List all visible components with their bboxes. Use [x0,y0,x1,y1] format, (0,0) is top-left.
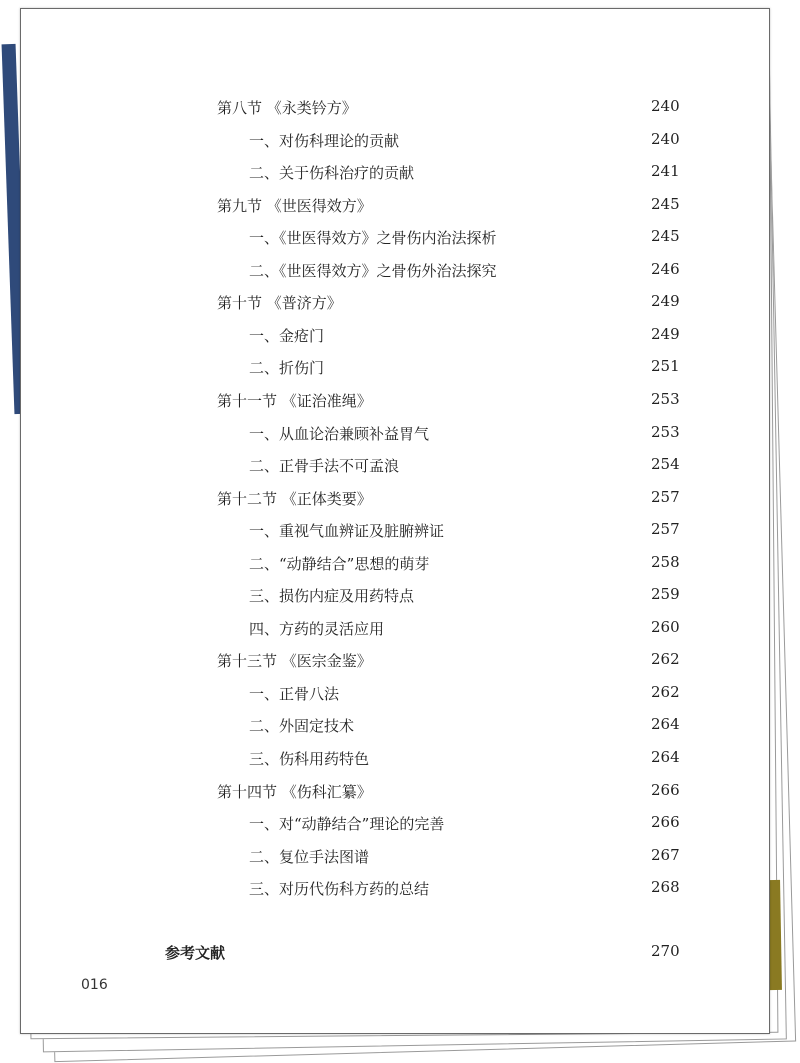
toc-references-row [21,942,769,966]
toc-page-number: 241 [651,162,680,181]
toc-page-number: 254 [651,455,680,474]
toc-page-number: 249 [651,324,680,343]
toc-item-row [21,162,769,186]
toc-entry-title: 三、对历代伤科方药的总结 [249,880,430,899]
toc-item-row [21,455,769,479]
toc-item-row [21,585,769,609]
toc-entry-title: 二、复位手法图谱 [249,847,370,866]
toc-item-row [21,748,769,772]
toc-page-number: 264 [651,748,680,766]
toc-section-row [21,781,769,805]
toc-item-row [21,846,769,870]
toc-item-row [21,715,769,739]
cover-edge [768,880,782,990]
toc-page-number: 253 [651,422,680,441]
toc-page [20,8,770,1034]
toc-page-number: 266 [651,813,680,832]
toc-page-number: 267 [651,845,680,864]
toc-entry-title: 二、外固定技术 [249,717,355,736]
toc-section-row [21,195,769,219]
toc-section-row [21,390,769,414]
toc-page-number: 260 [651,617,680,636]
toc-entry-title: 二、折伤门 [249,359,325,378]
toc-entry-title: 第九节 《世医得效方》 [217,196,372,215]
toc-entry-title: 参考文献 [165,944,226,962]
toc-entry-title: 一、对伤科理论的贡献 [249,131,400,150]
toc-item-row [21,423,769,447]
toc-page-number: 245 [651,227,680,246]
toc-page-number: 240 [651,129,680,148]
toc-item-row [21,227,769,251]
toc-section-row [21,97,769,121]
toc-page-number: 270 [651,942,680,960]
toc-page-number: 257 [651,520,680,539]
toc-entry-title: 第十节 《普济方》 [217,294,342,313]
toc-section-row [21,292,769,316]
toc-section-row [21,650,769,674]
toc-entry-title: 二、《世医得效方》之骨伤外治法探究 [249,261,497,280]
toc-entry-title: 一、《世医得效方》之骨伤内治法探析 [249,229,497,248]
toc-entry-title: 第八节 《永类钤方》 [217,99,357,117]
toc-page-number: 249 [651,292,680,311]
toc-item-row [21,130,769,154]
toc-item-row [21,520,769,544]
toc-entry-title: 一、重视气血辨证及脏腑辨证 [249,522,445,541]
toc-page-number: 266 [651,780,680,799]
toc-item-row [21,878,769,902]
toc-page-number: 253 [651,389,680,408]
toc-entry-title: 第十四节 《伤科汇纂》 [217,782,372,801]
toc-page-number: 245 [651,194,680,213]
toc-section-row [21,488,769,512]
toc-entry-title: 三、伤科用药特色 [249,750,370,768]
toc-entry-title: 第十二节 《正体类要》 [217,489,372,508]
toc-item-row [21,683,769,707]
toc-item-row [21,618,769,642]
toc-item-row [21,325,769,349]
page-number-folio: 016 [81,977,108,993]
toc-entry-title: 第十三节 《医宗金鉴》 [217,652,372,671]
toc-item-row [21,260,769,284]
toc-item-row [21,553,769,577]
table-of-contents [21,9,769,1033]
toc-entry-title: 二、正骨手法不可孟浪 [249,457,400,476]
toc-entry-title: 二、关于伤科治疗的贡献 [249,164,415,183]
toc-page-number: 257 [651,487,680,506]
toc-page-number: 268 [651,878,680,897]
toc-page-number: 264 [651,715,680,734]
toc-entry-title: 一、对“动静结合”理论的完善 [249,815,445,834]
toc-item-row [21,813,769,837]
toc-entry-title: 三、损伤内症及用药特点 [249,587,415,606]
toc-entry-title: 第十一节 《证治准绳》 [217,391,372,410]
toc-page-number: 258 [651,552,680,571]
toc-entry-title: 二、“动静结合”思想的萌芽 [249,554,430,573]
toc-page-number: 246 [651,259,680,278]
toc-entry-title: 四、方药的灵活应用 [249,619,385,638]
toc-page-number: 240 [651,97,680,115]
toc-item-row [21,357,769,381]
toc-page-number: 259 [651,585,680,604]
toc-page-number: 262 [651,682,680,701]
toc-page-number: 262 [651,650,680,669]
toc-page-number: 251 [651,357,680,376]
toc-entry-title: 一、正骨八法 [249,684,340,703]
toc-entry-title: 一、金疮门 [249,326,325,345]
toc-entry-title: 一、从血论治兼顾补益胃气 [249,424,430,443]
